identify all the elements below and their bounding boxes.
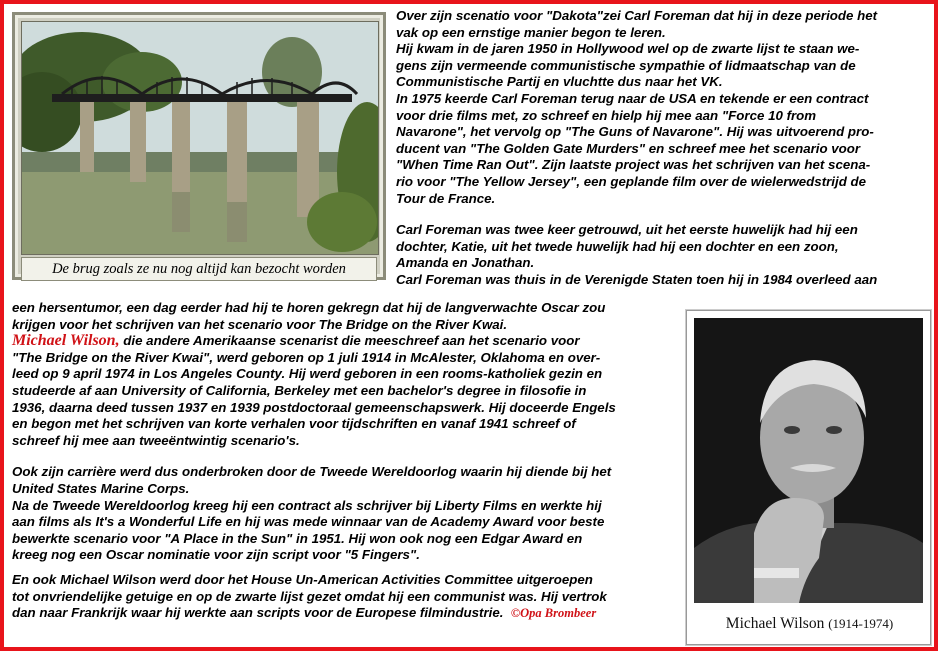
text-line: rio voor "The Yellow Jersey", een geplande film over de wielerwedstrijd de [396, 173, 867, 189]
text-line: aan films als It's a Wonderful Life en hij was mede winnaar van de Academy Award voor beste [12, 514, 605, 530]
text-line: Ook zijn carrière werd dus onderbroken door de Tweede Wereldoorlog waarin hij diende bij het [12, 464, 612, 480]
portrait-illustration [694, 318, 923, 603]
text-line: en begon met het schrijven van korte verhalen voor tijdschriften en vanaf 1941 schreef of [12, 416, 576, 432]
portrait-photo [686, 310, 931, 645]
text-line: leed op 9 april 1974 in Los Angeles County. Hij werd geboren in een rooms-katholiek gezin en [12, 366, 603, 382]
text-line: Carl Foreman was twee keer getrouwd, uit het eerste huwelijk had hij een [396, 222, 858, 238]
text-line: Tour de France. [396, 190, 496, 206]
text-line: United States Marine Corps. [12, 480, 190, 496]
text-line: kreeg nog een Oscar nominatie voor zijn script voor "5 Fingers". [12, 547, 420, 563]
text-line: "When Time Ran Out". Zijn laatste project was het schrijven van het scena- [396, 157, 871, 173]
text-line: krijgen voor het schrijven van het scenario voor The Bridge on the River Kwai. [12, 316, 508, 332]
text-line: vak op een ernstige manier begon te leren. [396, 24, 666, 40]
text-line: schreef hij mee aan tweeëntwintig scenario's. [12, 432, 300, 448]
bridge-photo [12, 12, 386, 280]
text-line: tot onvriendelijke getuige en op de zwarte lijst gezet omdat hij een communist was. Hij vertrok [12, 588, 607, 604]
bridge-caption: De brug zoals ze nu nog altijd kan bezocht worden [21, 257, 377, 281]
text-line: Na de Tweede Wereldoorlog kreeg hij een contract als schrijver bij Liberty Films en werkte hij [12, 497, 602, 513]
text-column-right [396, 8, 934, 289]
portrait-caption [697, 615, 922, 633]
text-column-left [12, 300, 682, 622]
text-line: Navarone", het vervolg op "The Guns of Navarone". Hij was uitvoerend pro- [396, 124, 874, 140]
bridge-image [21, 21, 379, 255]
bridge-illustration [22, 22, 379, 254]
text-fragment: dan naar Frankrijk waar hij werkte aan scripts voor de Europese filmindustrie. [12, 605, 504, 621]
text-line: Over zijn scenatio voor "Dakota"zei Carl Foreman dat hij in deze periode het [396, 8, 878, 23]
text-line: Hij kwam in de jaren 1950 in Hollywood wel op de zwarte lijst te staan we- [396, 41, 860, 57]
text-line: een hersentumor, een dag eerder had hij te horen gekregn dat hij de langverwachte Oscar zou [12, 300, 606, 315]
text-line [12, 333, 682, 350]
portrait-caption-name: Michael Wilson [725, 615, 825, 632]
text-line: Amanda en Jonathan. [396, 255, 535, 271]
portrait-image [694, 318, 923, 603]
text-line: gens zijn vermeende communistische sympathie of lidmaatschap van de [396, 57, 856, 73]
copyright-mark: ©Opa Brombeer [510, 606, 597, 621]
text-line: 1936, daarna deed tussen 1937 en 1939 postdoctoraal gemeenschapswerk. Hij doceerde Engels [12, 399, 616, 415]
text-line [12, 605, 682, 622]
text-line: En ook Michael Wilson werd door het House Un-American Activities Committee uitgeroepen [12, 571, 593, 587]
text-line: bewerkte scenario voor "A Place in the Sun" in 1951. Hij won ook nog een Edgar Award en [12, 530, 583, 546]
text-line: dochter, Katie, uit het twede huwelijk had hij een dochter en een zoon, [396, 238, 839, 254]
text-line: studeerde af aan University of California, Berkeley met een bachelor's degree in filosofie in [12, 382, 587, 398]
text-fragment: die andere Amerikaanse scenarist die meeschreef aan het scenario voor [119, 333, 580, 349]
text-line: "The Bridge on the River Kwai", werd geboren op 1 juli 1914 in McAlester, Oklahoma en over- [12, 349, 601, 365]
text-line: Communistische Partij en vluchtte dus naar het VK. [396, 74, 723, 90]
wilson-name-heading: Michael Wilson, [12, 332, 120, 350]
text-line: Carl Foreman was thuis in de Verenigde Staten toen hij in 1984 overleed aan [396, 271, 878, 287]
text-line: voor drie films met, zo schreef en hielp hij mee aan "Force 10 from [396, 107, 817, 123]
text-line: In 1975 keerde Carl Foreman terug naar de USA en tekende er een contract [396, 90, 869, 106]
text-line: ducent van "The Golden Gate Murders" en schreef mee het scenario voor [396, 140, 861, 156]
portrait-caption-years: (1914-1974) [828, 616, 894, 631]
